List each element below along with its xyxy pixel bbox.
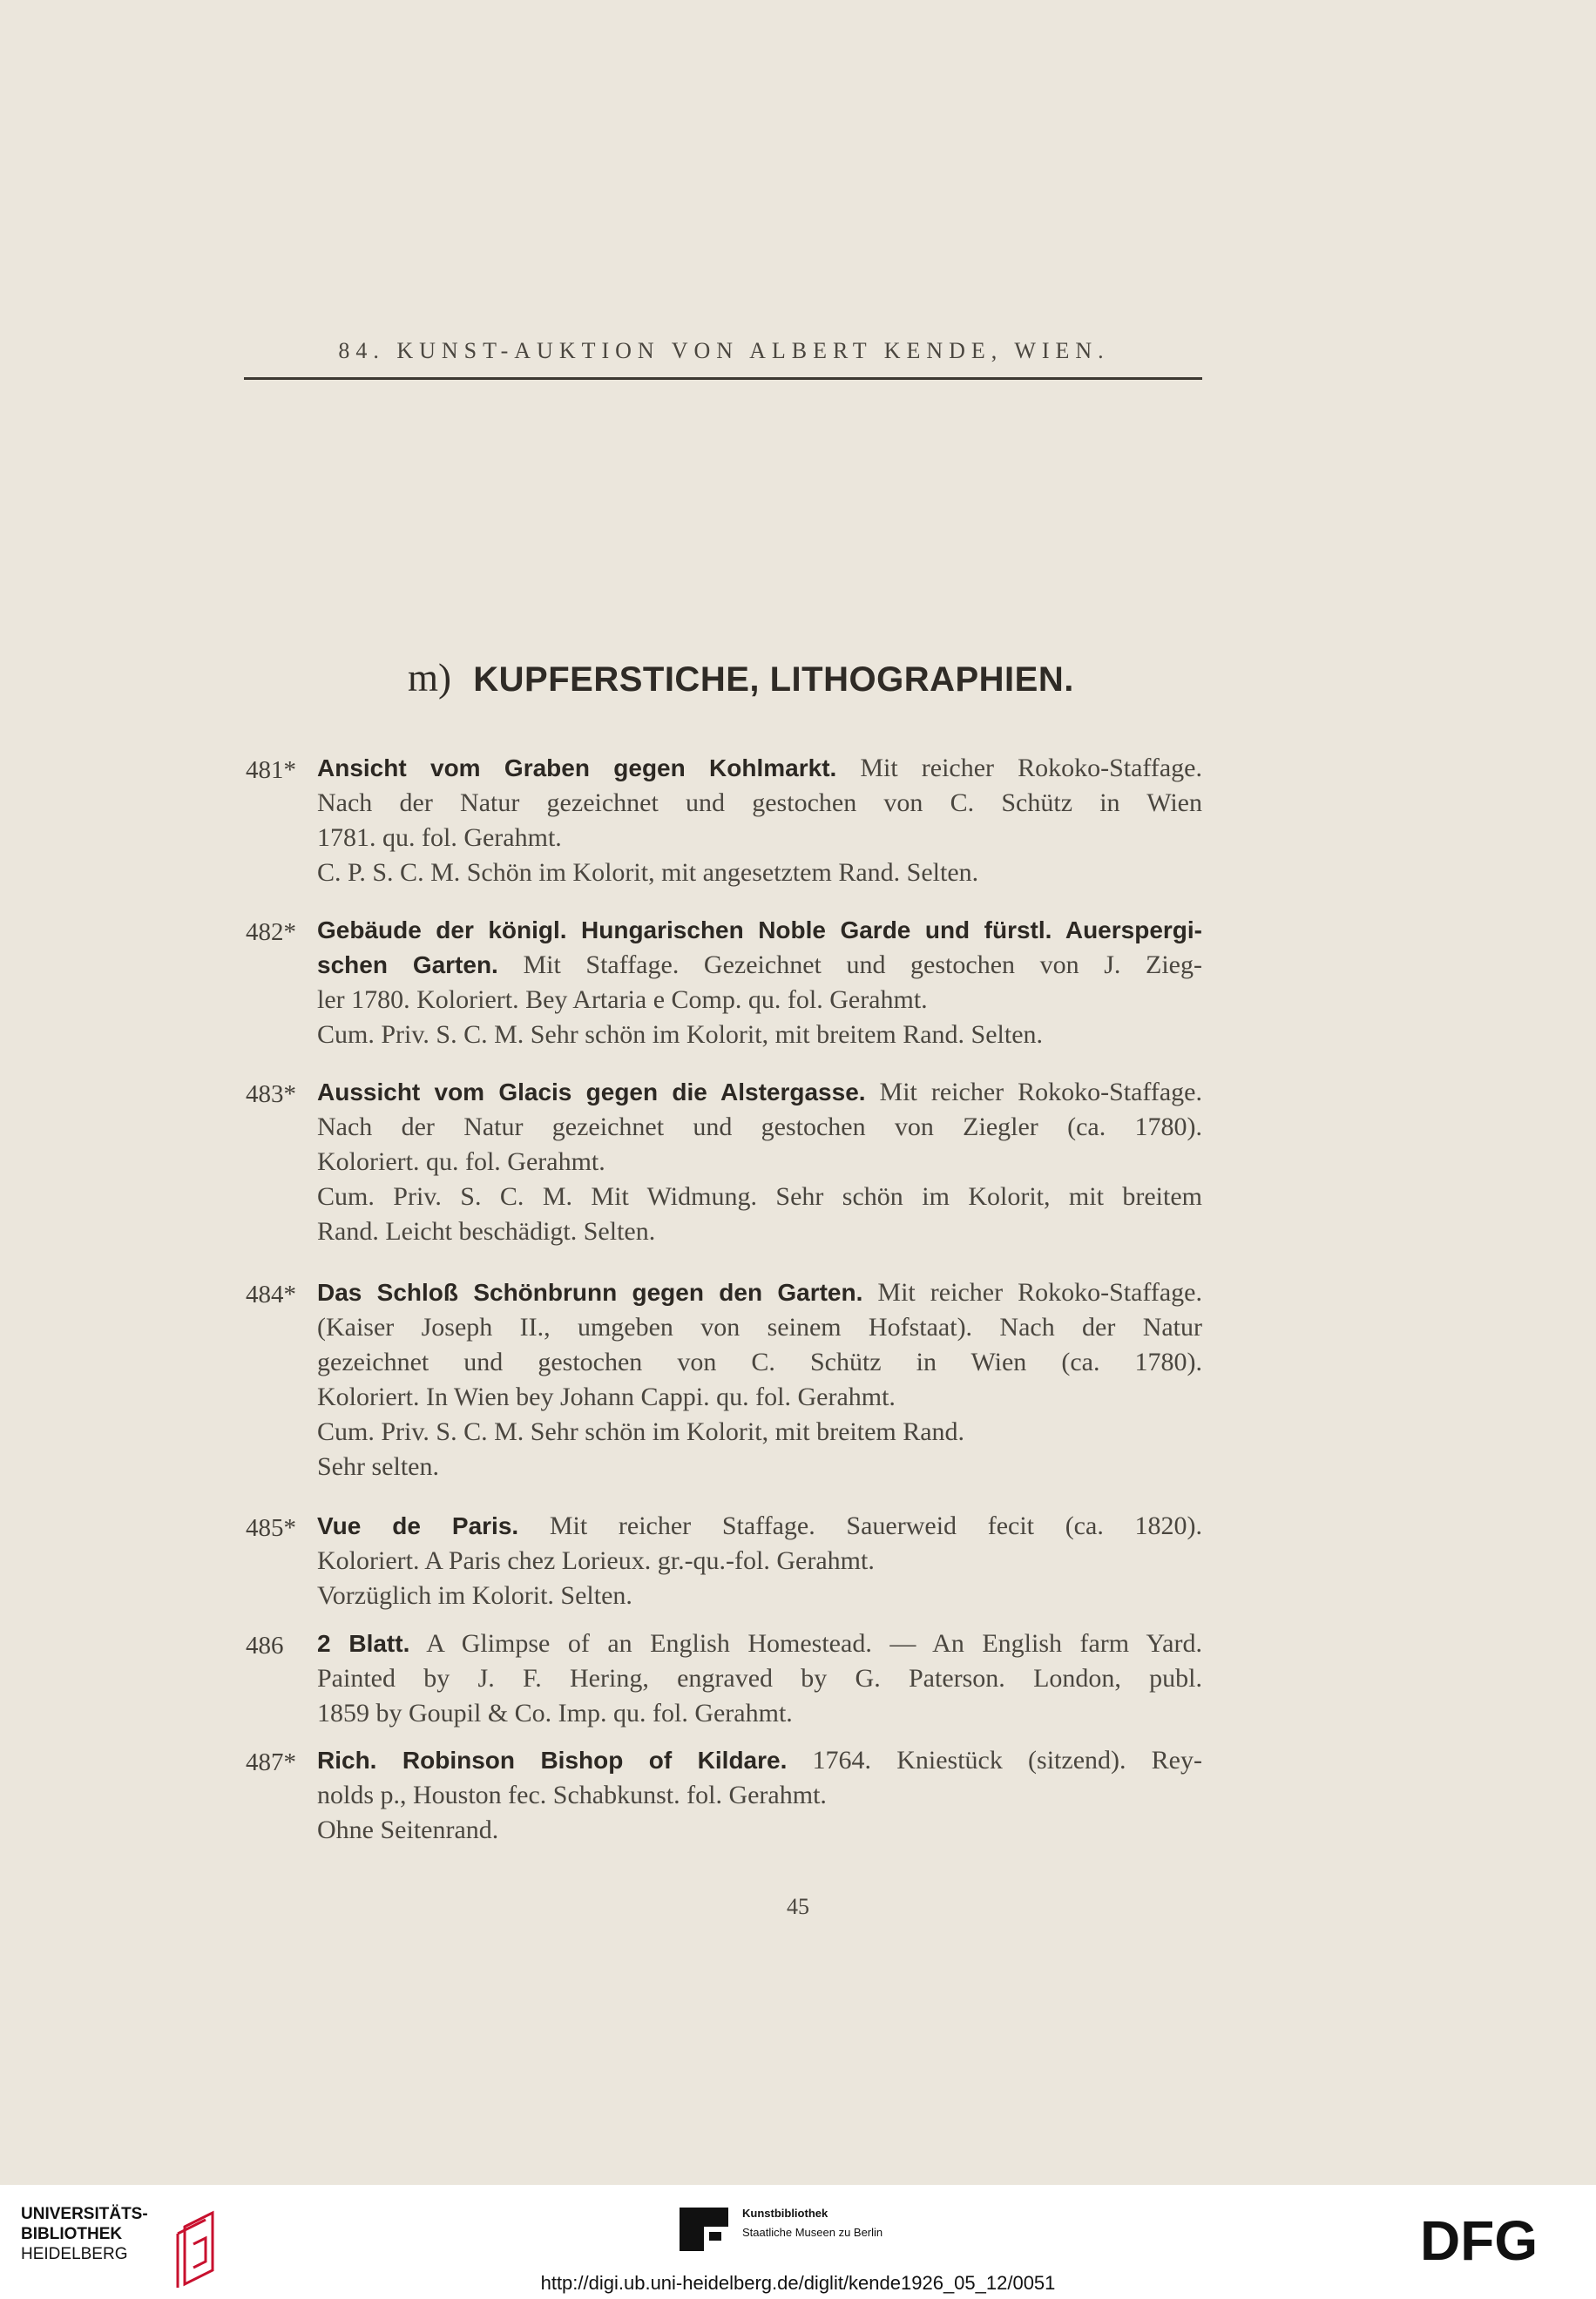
dfg-logo-text: DFG (1420, 2213, 1539, 2267)
entry-line: Koloriert. In Wien bey Johann Cappi. qu. fol. Gerahmt. (317, 1383, 896, 1411)
entry-line: nolds p., Houston fec. Schabkunst. fol. Gerahmt. (317, 1781, 827, 1809)
museum-name-line1: Kunstbibliothek (742, 2207, 828, 2220)
library-name-line3: HEIDELBERG (21, 2245, 128, 2263)
kunstbibliothek-logo[interactable] (680, 2204, 941, 2256)
entry-line: Nach der Natur gezeichnet und gestochen von C. Schütz in Wien (317, 788, 1202, 817)
kunstbibliothek-emblem-icon (680, 2208, 728, 2251)
entry-line: Painted by J. F. Hering, engraved by G. Paterson. London, publ. (317, 1664, 1202, 1693)
page-number: 45 (787, 1894, 809, 1919)
entry-title: Vue de Paris. (317, 1512, 519, 1539)
entry-line: schen Garten. Mit Staffage. Gezeichnet und gestochen von J. Zieg- (317, 950, 1202, 979)
entry-line: Aussicht vom Glacis gegen die Alstergasse. Mit reicher Rokoko-Staffage. (317, 1078, 1202, 1106)
entry-line: C. P. S. C. M. Schön im Kolorit, mit angesetztem Rand. Selten. (317, 858, 979, 887)
entry-line: 1859 by Goupil & Co. Imp. qu. fol. Gerahmt. (317, 1699, 793, 1728)
entry-line: Vorzüglich im Kolorit. Selten. (317, 1581, 632, 1610)
lot-number: 484* (246, 1281, 296, 1308)
library-name-line2: BIBLIOTHEK (21, 2225, 123, 2243)
header-rule (244, 377, 1202, 380)
lot-number: 485* (246, 1514, 296, 1542)
entry-title: Gebäude der königl. Hungarischen Noble Garde und fürstl. Auerspergi- (317, 916, 1202, 943)
entry-title: 2 Blatt. (317, 1630, 410, 1657)
entry-line: Vue de Paris. Mit reicher Staffage. Sauerweid fecit (ca. 1820). (317, 1511, 1202, 1540)
entry-title: Aussicht vom Glacis gegen die Alstergasse. (317, 1079, 866, 1106)
entry-line: Rand. Leicht beschädigt. Selten. (317, 1217, 656, 1246)
entry-title: Ansicht vom Graben gegen Kohlmarkt. (317, 754, 837, 781)
entry-title-cont: schen Garten. (317, 951, 498, 978)
library-name-line1: UNIVERSITÄTS- (21, 2205, 148, 2223)
entry-line: Rich. Robinson Bishop of Kildare. 1764. Kniestück (sitzend). Rey- (317, 1746, 1202, 1775)
entry-line: gezeichnet und gestochen von C. Schütz in Wien (ca. 1780). (317, 1348, 1202, 1376)
section-name: KUPFERSTICHE, LITHOGRAPHIEN. (473, 660, 1074, 699)
entry-line: Das Schloß Schönbrunn gegen den Garten. Mit reicher Rokoko-Staffage. (317, 1278, 1202, 1307)
entry-title: Das Schloß Schönbrunn gegen den Garten. (317, 1279, 863, 1306)
footer-bar (0, 2185, 1596, 2299)
entry-line: Cum. Priv. S. C. M. Sehr schön im Kolorit, mit breitem Rand. (317, 1417, 965, 1446)
museum-name-line2: Staatliche Museen zu Berlin (742, 2226, 883, 2239)
entry-line: Sehr selten. (317, 1452, 439, 1481)
entry-line (317, 913, 1202, 948)
section-title (408, 655, 1074, 700)
lot-number: 487* (246, 1748, 296, 1776)
entry-line: 1781. qu. fol. Gerahmt. (317, 823, 562, 852)
running-head: 84. KUNST-AUKTION VON ALBERT KENDE, WIEN. (338, 338, 1110, 363)
entry-line: Ohne Seitenrand. (317, 1816, 499, 1844)
entry-line: Nach der Natur gezeichnet und gestochen von Ziegler (ca. 1780). (317, 1112, 1202, 1141)
dfg-logo[interactable] (1420, 2213, 1575, 2267)
entry-title: Rich. Robinson Bishop of Kildare. (317, 1747, 788, 1774)
entry-line: Cum. Priv. S. C. M. Sehr schön im Kolorit, mit breitem Rand. Selten. (317, 1020, 1044, 1049)
entry-line: (Kaiser Joseph II., umgeben von seinem Hofstaat). Nach der Natur (317, 1313, 1202, 1342)
entry-line: 2 Blatt. A Glimpse of an English Homestead. — An English farm Yard. (317, 1629, 1202, 1658)
entry-line: Cum. Priv. S. C. M. Mit Widmung. Sehr schön im Kolorit, mit breitem (317, 1182, 1202, 1211)
lot-number: 486 (246, 1632, 284, 1660)
lot-number: 481* (246, 756, 296, 784)
lot-number: 483* (246, 1080, 296, 1108)
entry-line: Koloriert. A Paris chez Lorieux. gr.-qu.-fol. Gerahmt. (317, 1546, 875, 1575)
lot-number: 482* (246, 918, 296, 946)
section-letter: m) (408, 656, 451, 700)
entry-line: Koloriert. qu. fol. Gerahmt. (317, 1147, 605, 1176)
entry-line: ler 1780. Koloriert. Bey Artaria e Comp. qu. fol. Gerahmt. (317, 985, 928, 1014)
permalink-url[interactable]: http://digi.ub.uni-heidelberg.de/diglit/kende1926_05_12/0051 (540, 2272, 1056, 2294)
entry-line: Ansicht vom Graben gegen Kohlmarkt. Mit reicher Rokoko-Staffage. (317, 754, 1202, 782)
